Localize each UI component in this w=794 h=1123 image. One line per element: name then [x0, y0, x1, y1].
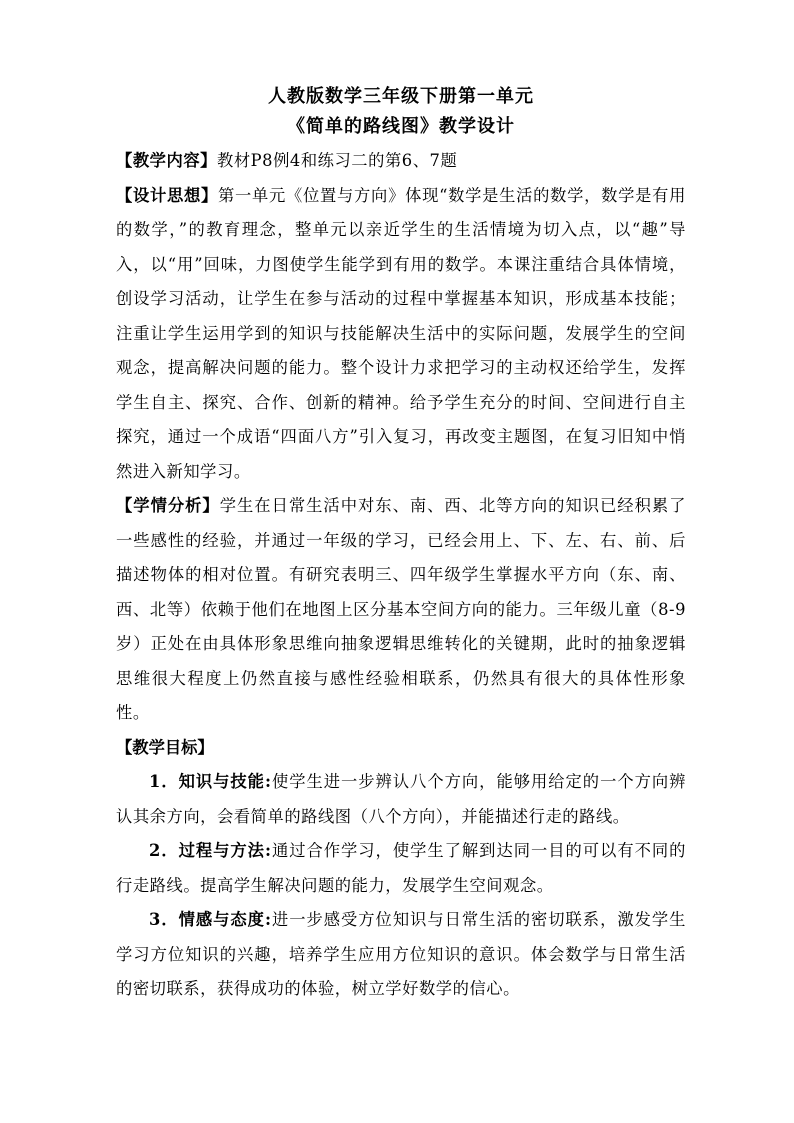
teaching-content-label: 【教学内容】	[116, 151, 217, 170]
document-page	[116, 82, 686, 1007]
goal-item	[116, 903, 686, 1007]
student-analysis-paragraph	[116, 489, 686, 731]
design-idea-label: 【设计思想】	[116, 185, 219, 205]
document-title-line2: 《简单的路线图》教学设计	[287, 116, 515, 137]
goal-item	[116, 765, 686, 834]
goal-item-text: 通过合作学习，使学生了解到达同一目的可以有不同的行走路线。提高学生解决问题的能力，发展学生空间观念。	[116, 841, 686, 895]
goal-item-text: 进一步感受方位知识与日常生活的密切联系，激发学生学习方位知识的兴趣，培养学生应用方位知识的意识。体会数学与日常生活的密切联系，获得成功的体验，树立学好数学的信心。	[116, 910, 686, 998]
design-idea-text: 第一单元《位置与方向》体现“数学是生活的数学，数学是有用的数学，”的教育理念，整单元以亲近学生的生活情境为切入点，以“趣”导入，以“用”回味，力图使学生能学到有用的数学。本课注重结合具体情境，创设学习活动，让学生在参与活动的过程中掌握基本知识，形成基本技能；注重让学生运用学到的知识与技能解决生活中的实际问题，发展学生的空间观念，提高解决问题的能力。整个设计力求把学习的主动权还给学生，发挥学生自主、探究、合作、创新的精神。给予学生充分的时间、空间进行自主探究，通过一个成语“四面八方”引入复习，再改变主题图，在复习旧知中悄然进入新知学习。	[116, 185, 686, 481]
goal-item-label: 3．情感与态度:	[149, 910, 272, 929]
teaching-content-paragraph	[116, 144, 686, 179]
goal-item	[116, 834, 686, 903]
teaching-goals-heading: 【教学目标】	[116, 737, 214, 757]
goal-item-label: 2．过程与方法:	[149, 841, 272, 860]
goal-item-label: 1．知识与技能:	[149, 772, 272, 791]
teaching-content-text: 教材P8例4和练习二的第6、7题	[217, 151, 458, 170]
document-title-line1: 人教版数学三年级下册第一单元	[268, 86, 534, 107]
design-idea-paragraph	[116, 179, 686, 490]
student-analysis-text: 学生在日常生活中对东、南、西、北等方向的知识已经积累了一些感性的经验，并通过一年级的学习，已经会用上、下、左、右、前、后描述物体的相对位置。有研究表明三、四年级学生掌握水平方向（东、南、西、北等）依赖于他们在地图上区分基本空间方向的能力。三年级儿童（8-9岁）正处在由具体形象思维向抽象逻辑思维转化的关键期，此时的抽象逻辑思维很大程度上仍然直接与感性经验相联系，仍然具有很大的具体性形象性。	[116, 496, 686, 722]
student-analysis-label: 【学情分析】	[116, 496, 220, 515]
goal-item-text: 使学生进一步辨认八个方向，能够用给定的一个方向辨认其余方向，会看简单的路线图（八个方向），并能描述行走的路线。	[116, 772, 686, 826]
